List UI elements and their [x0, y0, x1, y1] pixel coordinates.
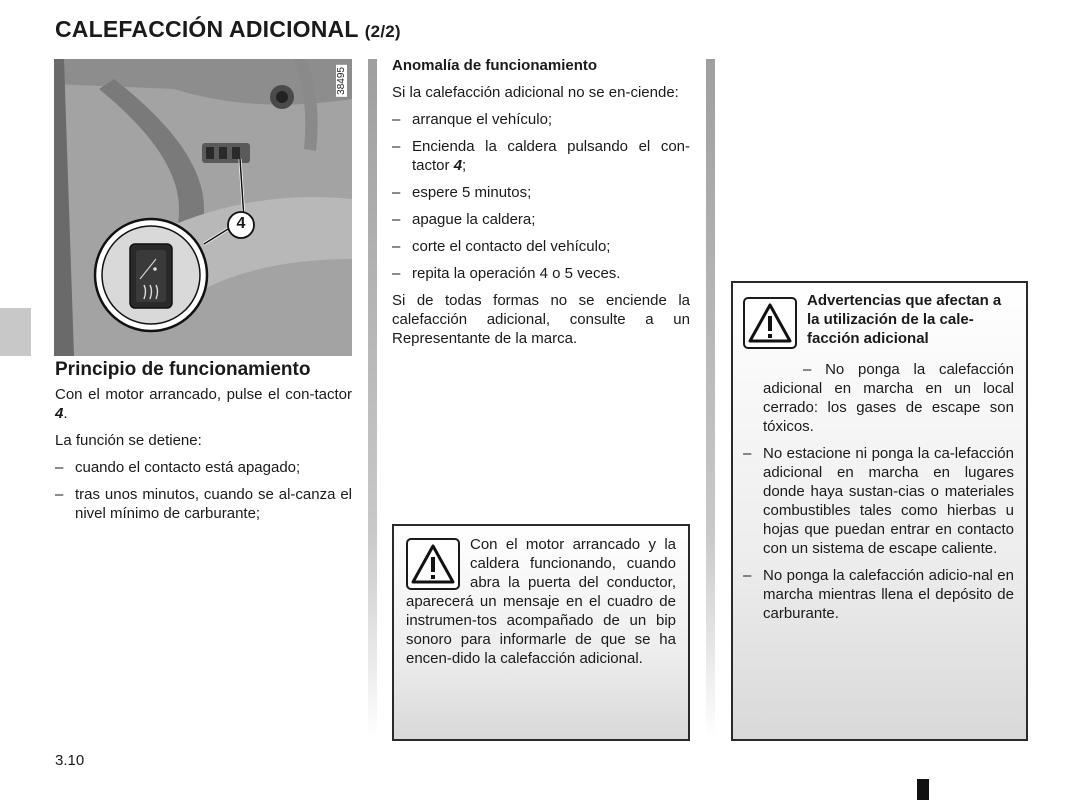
page-title-part: (2/2) — [364, 22, 401, 41]
column-divider — [706, 59, 715, 739]
list-item: – cuando el contacto está apagado; — [55, 458, 352, 477]
list-item: – No estacione ni ponga la ca-lefacción adicional en marcha en lugares donde haya sustan-cias o materiales combustibles tales como hierbas u hojas que puedan entrar en contacto con un sistema de escape caliente. — [743, 444, 1014, 558]
list-item: – espere 5 minutos; — [392, 183, 690, 202]
dashboard-illustration — [54, 59, 352, 356]
list-item: – repita la operación 4 o 5 veces. — [392, 264, 690, 283]
warning-triangle-icon — [406, 538, 460, 590]
anomaly-step2-end: ; — [462, 157, 467, 174]
principle-stop-list — [55, 458, 352, 523]
page-title — [55, 16, 401, 43]
warnings-box — [731, 281, 1028, 741]
warnings-body — [743, 351, 1014, 623]
principle-intro — [55, 385, 352, 423]
page-title-text: CALEFACCIÓN ADICIONAL — [55, 16, 359, 42]
notice-text: Con el motor arrancado y la caldera funcionando, cuando abra la puerta del conductor, aparecerá un mensaje en el cuadro de instrumen-tos acompañado de un bip sonoro para informarle de que se ha encen-dido la calefacción adicional. — [406, 536, 676, 667]
anomaly-intro: Si la calefacción adicional no se en-ciende: — [392, 84, 679, 101]
column-divider — [368, 59, 377, 739]
dashboard-drawing — [54, 59, 352, 356]
list-item: – apague la caldera; — [392, 210, 690, 229]
warnings-first: – No ponga la calefacción adicional en marcha en un local cerrado: los gases de escape son tóxicos. — [763, 361, 1014, 435]
principle-intro-ref: 4 — [55, 405, 64, 422]
anomaly-outro: Si de todas formas no se enciende la calefacción adicional, consulte a un Representante de la marca. — [392, 292, 690, 347]
anomaly-heading: Anomalía de funcionamiento — [392, 57, 598, 74]
principle-intro-end: . — [63, 405, 68, 422]
anomaly-section — [392, 56, 690, 356]
anomaly-step2-text: Encienda la caldera pulsando el con-tactor — [412, 138, 690, 174]
list-item: – arranque el vehículo; — [392, 110, 690, 129]
figure-callout-number: 4 — [236, 215, 246, 232]
warning-triangle-icon — [743, 297, 797, 349]
principle-intro-text: Con el motor arrancado, pulse el con-tactor — [55, 386, 352, 403]
list-item: – corte el contacto del vehículo; — [392, 237, 690, 256]
principle-section — [55, 360, 352, 531]
chapter-tab — [0, 308, 31, 356]
notice-box — [392, 524, 690, 741]
warnings-title: Advertencias que afectan a la utilización de la cale-facción adicional — [807, 292, 1002, 347]
list-item: – tras unos minutos, cuando se al-canza el nivel mínimo de carburante; — [55, 485, 352, 523]
warnings-list — [743, 444, 1014, 623]
page-number: 3.10 — [55, 752, 85, 769]
list-item: – No ponga la calefacción adicio-nal en marcha mientras llena el depósito de carburante. — [743, 566, 1014, 623]
corner-mark — [917, 779, 929, 800]
principle-heading: Principio de funcionamiento — [55, 359, 311, 380]
list-item — [392, 137, 690, 175]
figure-reference-number: 38495 — [336, 67, 347, 95]
anomaly-steps — [392, 110, 690, 283]
anomaly-step2-ref: 4 — [453, 157, 463, 174]
principle-stop-text: La función se detiene: — [55, 432, 202, 449]
